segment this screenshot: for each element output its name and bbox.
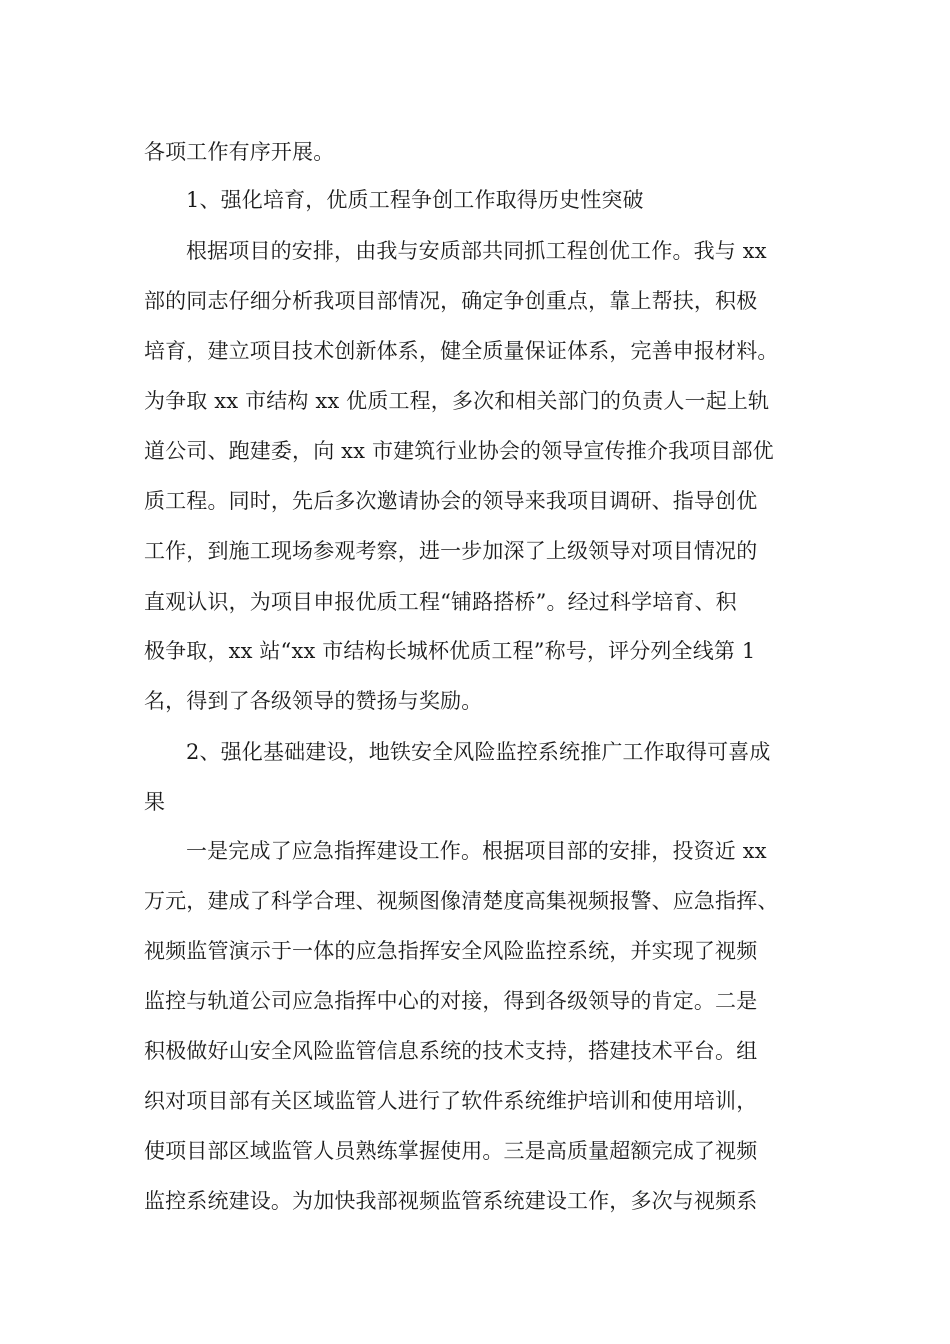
text-line: 果 xyxy=(144,790,166,814)
text-line: 部的同志仔细分析我项目部情况，确定争创重点，靠上帮扶，积极 xyxy=(144,289,758,313)
text-line: 工作，到施工现场参观考察，进一步加深了上级领导对项目情况的 xyxy=(144,539,758,563)
text-line: 使项目部区域监管人员熟练掌握使用。三是高质量超额完成了视频 xyxy=(144,1139,758,1163)
section-heading-1: 1、强化培育，优质工程争创工作取得历史性突破 xyxy=(186,188,644,212)
text-line: 织对项目部有关区域监管人进行了软件系统维护培训和使用培训， xyxy=(144,1089,758,1113)
section-heading-2: 2、强化基础建设，地铁安全风险监控系统推广工作取得可喜成 xyxy=(186,740,771,764)
text-line: 为争取 xx 市结构 xx 优质工程，多次和相关部门的负责人一起上轨 xyxy=(144,389,770,413)
text-line: 直观认识，为项目申报优质工程“铺路搭桥”。经过科学培育、积 xyxy=(144,590,737,614)
text-line: 培育，建立项目技术创新体系，健全质量保证体系，完善申报材料。 xyxy=(144,339,779,363)
text-line: 视频监管演示于一体的应急指挥安全风险监控系统，并实现了视频 xyxy=(144,939,758,963)
text-line: 积极做好山安全风险监管信息系统的技术支持，搭建技术平台。组 xyxy=(144,1039,758,1063)
text-line: 道公司、跑建委，向 xx 市建筑行业协会的领导宣传推介我项目部优 xyxy=(144,439,774,463)
text-line: 万元，建成了科学合理、视频图像清楚度高集视频报警、应急指挥、 xyxy=(144,889,779,913)
text-line: 监控与轨道公司应急指挥中心的对接，得到各级领导的肯定。二是 xyxy=(144,989,758,1013)
text-line: 名，得到了各级领导的赞扬与奖励。 xyxy=(144,689,483,713)
text-line: 一是完成了应急指挥建设工作。根据项目部的安排，投资近 xx xyxy=(186,839,767,863)
text-line: 质工程。同时，先后多次邀请协会的领导来我项目调研、指导创优 xyxy=(144,489,758,513)
text-line: 各项工作有序开展。 xyxy=(144,140,335,164)
text-line: 极争取，xx 站“xx 市结构长城杯优质工程”称号，评分列全线第 1 xyxy=(144,639,756,663)
text-line: 监控系统建设。为加快我部视频监管系统建设工作，多次与视频系 xyxy=(144,1189,758,1213)
text-line: 根据项目的安排，由我与安质部共同抓工程创优工作。我与 xx xyxy=(186,239,767,263)
